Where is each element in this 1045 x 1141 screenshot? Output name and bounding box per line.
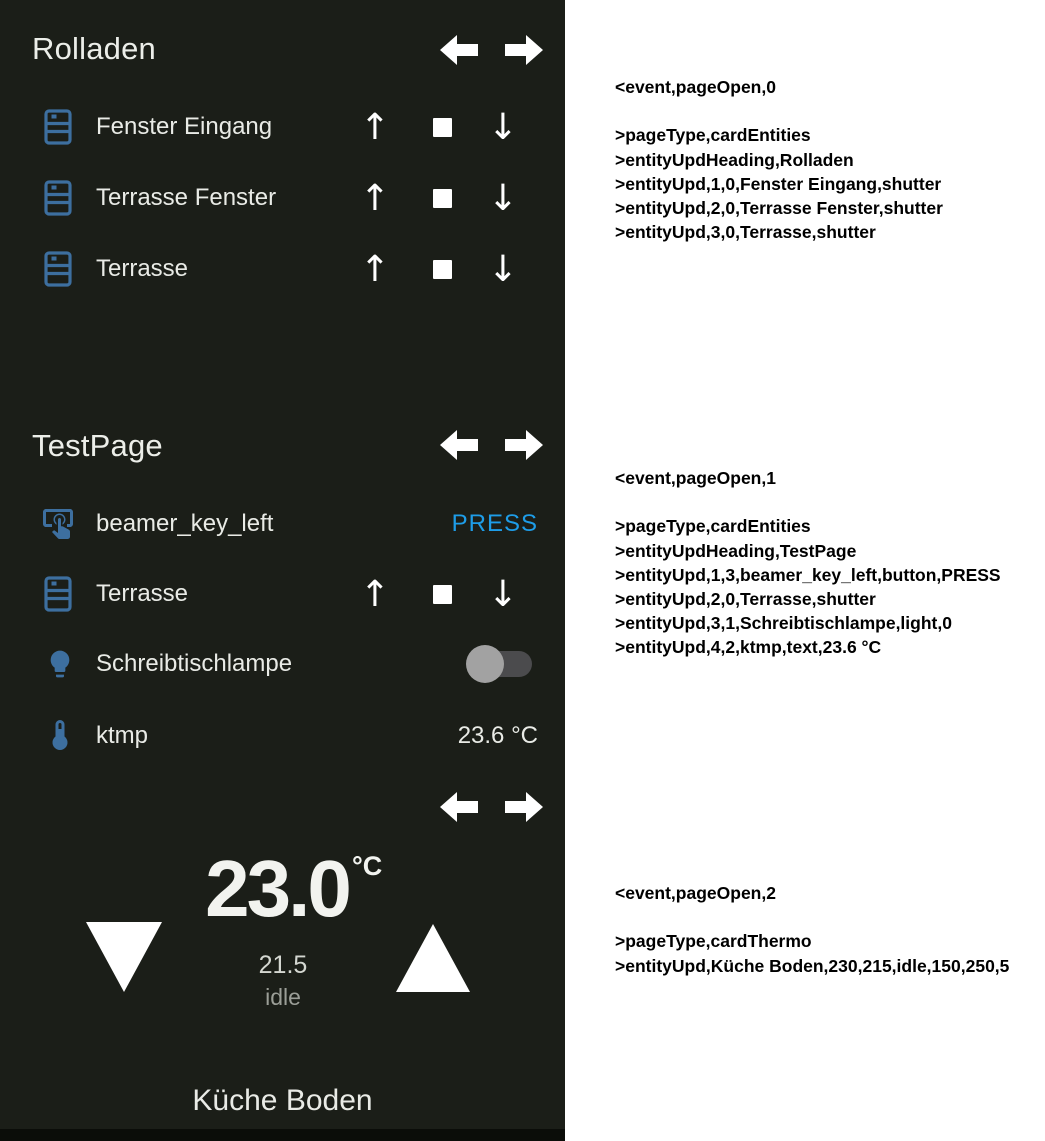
log-line: >entityUpdHeading,Rolladen [615,149,854,170]
entity-label: beamer_key_left [96,510,274,537]
log-block-page2 [615,881,1009,978]
thermostat-name: Küche Boden [192,1084,373,1117]
entity-label: ktmp [96,722,149,749]
log-line: >entityUpd,Küche Boden,230,215,idle,150,250,5 [615,955,1010,976]
hvac-state: idle [265,984,301,1010]
lightbulb-icon [44,647,76,681]
stop-icon [433,118,452,137]
gesture-tap-button-icon [40,506,76,542]
entity-row-fenster-eingang [0,92,565,162]
card-title-rolladen: Rolladen [32,31,156,66]
window-shutter-icon [44,576,72,612]
stop-icon [433,260,452,279]
stop-icon [433,189,452,208]
shutter-up-button[interactable]: ↑ [359,248,391,290]
arrow-left-icon [440,792,478,822]
entity-label: Terrasse [96,580,189,607]
shutter-stop-button[interactable] [420,234,464,304]
log-line: >entityUpd,1,3,beamer_key_left,button,PRESS [615,564,1001,585]
entity-row-schreibtischlampe [0,629,565,699]
toggle-knob [466,645,504,683]
log-line: >entityUpd,3,0,Terrasse,shutter [615,222,876,243]
shutter-up-button[interactable]: ↑ [359,106,391,148]
log-line: >pageType,cardThermo [615,931,812,952]
log-line: >entityUpd,1,0,Fenster Eingang,shutter [615,173,942,194]
target-temperature: 21.5 [258,951,308,979]
nav-prev-button[interactable] [440,35,478,65]
nav-prev-button[interactable] [440,792,478,822]
shutter-stop-button[interactable] [420,559,464,629]
shutter-up-button[interactable]: ↑ [359,177,391,219]
shutter-down-button[interactable]: ↓ [487,573,519,615]
nav-prev-button[interactable] [440,430,478,460]
log-event-line: <event,pageOpen,2 [615,883,776,903]
entity-row-terrasse [0,234,565,304]
log-line: >pageType,cardEntities [615,516,811,537]
shutter-down-button[interactable]: ↓ [487,177,519,219]
stop-icon [433,585,452,604]
shutter-stop-button[interactable] [420,92,464,162]
entity-row-beamer-key-left [0,489,565,559]
log-line: >entityUpdHeading,TestPage [615,540,857,561]
log-line: >entityUpd,4,2,ktmp,text,23.6 °C [615,637,882,658]
log-block-page1 [615,466,1001,660]
current-temperature: 23.0 [205,844,349,933]
log-line: >entityUpd,2,0,Terrasse Fenster,shutter [615,198,943,218]
press-button[interactable]: PRESS [451,510,538,537]
shutter-up-button[interactable]: ↑ [359,573,391,615]
temperature-value: 23.6 °C [457,722,538,749]
card-title-testpage: TestPage [32,428,163,463]
entity-row-terrasse-2 [0,559,565,629]
panel-bottom-bezel [0,1129,565,1141]
log-event-line: <event,pageOpen,1 [615,468,776,488]
shutter-stop-button[interactable] [420,163,464,233]
entity-label: Schreibtischlampe [96,650,293,677]
arrow-right-icon [505,430,543,460]
thermometer-icon [42,716,78,754]
window-shutter-icon [44,109,72,145]
temperature-unit: °C [352,851,383,881]
arrow-left-icon [440,430,478,460]
nav-next-button[interactable] [505,430,543,460]
nav-next-button[interactable] [505,35,543,65]
log-event-line: <event,pageOpen,0 [615,77,776,97]
log-block-page0 [615,75,943,244]
entity-label: Terrasse Fenster [96,184,277,211]
window-shutter-icon [44,180,72,216]
nav-next-button[interactable] [505,792,543,822]
entity-label: Fenster Eingang [96,113,273,140]
arrow-left-icon [440,35,478,65]
shutter-down-button[interactable]: ↓ [487,248,519,290]
window-shutter-icon [44,251,72,287]
shutter-down-button[interactable]: ↓ [487,106,519,148]
log-line: >entityUpd,2,0,Terrasse,shutter [615,589,876,609]
entity-label: Terrasse [96,255,189,282]
log-line: >entityUpd,3,1,Schreibtischlampe,light,0 [615,613,952,634]
entity-row-terrasse-fenster [0,163,565,233]
log-line: >pageType,cardEntities [615,125,811,146]
light-toggle-off[interactable] [466,644,532,684]
entity-row-ktmp [0,701,565,771]
arrow-right-icon [505,35,543,65]
arrow-right-icon [505,792,543,822]
